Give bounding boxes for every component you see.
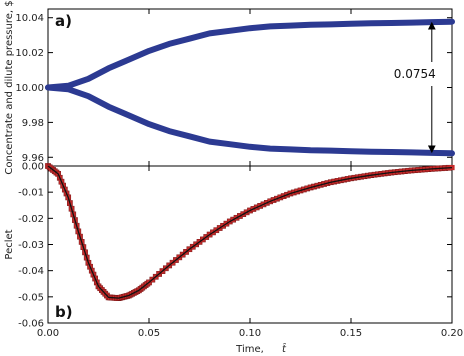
x-tick-label: 0.15 bbox=[339, 328, 363, 339]
x-tick-label: 0.10 bbox=[238, 328, 262, 339]
y-tick-label: -0.02 bbox=[18, 213, 44, 225]
y-tick-label: 0.00 bbox=[21, 161, 44, 173]
y-tick-label: -0.06 bbox=[18, 318, 44, 330]
y-tick-label: 10.02 bbox=[15, 48, 44, 60]
x-tick-label: 0.00 bbox=[36, 328, 60, 339]
y-tick-label: -0.05 bbox=[18, 292, 44, 304]
fit-line bbox=[48, 166, 452, 298]
y-tick-label: -0.01 bbox=[18, 187, 44, 199]
panel-b bbox=[4, 162, 463, 356]
panel-a bbox=[4, 0, 452, 174]
annotation-label: 0.0754 bbox=[393, 67, 436, 81]
x-tick-label: 0.20 bbox=[440, 328, 464, 339]
x-axis-symbol: t̂ bbox=[282, 344, 286, 355]
series-line bbox=[48, 88, 452, 154]
y-tick-label: 9.96 bbox=[21, 152, 44, 164]
panel-label: b) bbox=[55, 303, 73, 321]
y-tick-label: 9.98 bbox=[21, 117, 44, 129]
y-tick-label: -0.03 bbox=[18, 240, 44, 251]
x-axis-label: Time, bbox=[236, 344, 264, 355]
series-line bbox=[48, 22, 452, 88]
y-axis-label: Peclet bbox=[4, 229, 15, 260]
plot-frame bbox=[48, 9, 452, 166]
y-axis-label: Concentrate and dilute pressure, $ bbox=[4, 0, 15, 175]
y-tick-label: 10.00 bbox=[15, 83, 44, 94]
panel-label: a) bbox=[55, 12, 72, 30]
x-tick-label: 0.05 bbox=[137, 328, 161, 339]
y-tick-label: 10.04 bbox=[15, 13, 44, 25]
y-tick-label: -0.04 bbox=[18, 266, 44, 278]
